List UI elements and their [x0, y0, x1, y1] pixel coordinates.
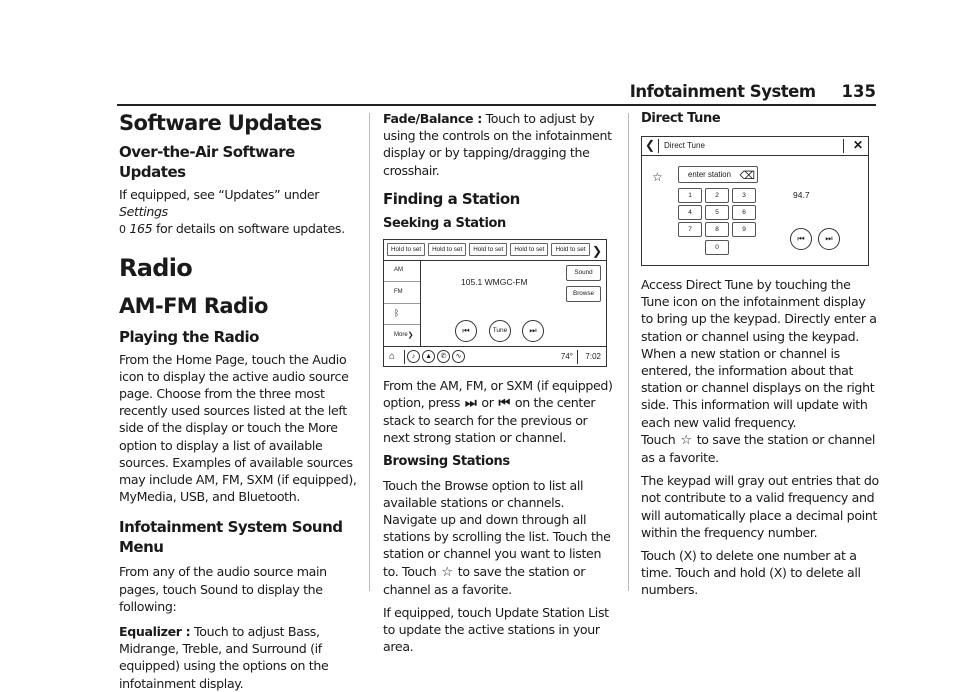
direct-tune-title: Direct Tune — [664, 141, 705, 151]
ota-text-rest: for details on software updates. — [152, 221, 345, 237]
tune-button[interactable]: Tune — [489, 320, 511, 342]
temperature: 74° — [560, 351, 573, 361]
keypad-key-3[interactable]: 3 — [732, 188, 756, 203]
keypad-key-9[interactable]: 9 — [732, 222, 756, 237]
direct-tune-heading: Direct Tune — [641, 111, 721, 126]
equalizer-label: Equalizer : — [119, 624, 191, 640]
source-more[interactable] — [384, 325, 420, 347]
preset-button[interactable]: Hold to set — [510, 243, 548, 256]
apps-icon[interactable]: ∿ — [452, 350, 465, 363]
column-1 — [119, 110, 357, 692]
access-paragraph: Access Direct Tune by touching the Tune icon on the infotainment display to bring up the keypad. Directly enter a station or channel using the keypad. When a new station or channel is entered, the information about that station or channel displays on the right side. This information will update with each new valid frequency. — [641, 277, 877, 430]
keypad-key-6[interactable]: 6 — [732, 205, 756, 220]
ota-paragraph — [119, 186, 357, 239]
seek-forward-icon[interactable]: ⏭ — [818, 228, 840, 250]
gray-out-paragraph: The keypad will gray out entries that do not contribute to a valid frequency and will automatically place a decimal point within the frequency number. — [641, 473, 879, 540]
radio-title: Radio — [119, 253, 193, 282]
home-icon[interactable]: ⌂ — [389, 350, 396, 362]
page-header — [630, 82, 876, 106]
browse-button[interactable]: Browse — [566, 286, 601, 302]
direct-tune-screen-image — [641, 136, 869, 266]
settings-link[interactable]: Settings — [119, 204, 168, 220]
browsing-paragraph — [383, 477, 615, 598]
section-title: Infotainment System — [629, 82, 816, 101]
touch-text: Touch — [641, 431, 680, 447]
finding-heading: Finding a Station — [383, 189, 520, 208]
fade-paragraph — [383, 110, 615, 179]
presets-bar — [384, 240, 606, 261]
seek-text: From the AM, FM, or SXM (if equipped) option, press — [383, 377, 613, 411]
keypad-key-5[interactable]: 5 — [705, 205, 729, 220]
chevron-right-icon[interactable]: ❯ — [591, 243, 602, 258]
seeking-heading: Seeking a Station — [383, 215, 506, 231]
sound-menu-paragraph: From any of the audio source main pages, touch Sound to display the following: — [119, 564, 327, 614]
star-icon: ☆ — [680, 432, 692, 448]
backspace-icon[interactable]: ⌫ — [739, 170, 755, 182]
audio-icon[interactable]: ♪ — [407, 350, 420, 363]
keypad-key-0[interactable]: 0 — [705, 240, 729, 255]
more-label: More — [394, 332, 408, 339]
clock: 7:02 — [585, 351, 601, 361]
page-ref-arrow-icon: 0 — [119, 223, 126, 237]
fade-text: Touch to adjust by using the controls on the infotainment display or by tapping/dragging the crosshair. — [383, 111, 612, 178]
preset-button[interactable]: Hold to set — [387, 243, 425, 256]
keypad-key-7[interactable]: 7 — [678, 222, 702, 237]
column-3 — [641, 110, 881, 599]
frequency-display: 94.7 — [793, 190, 810, 200]
radio-screen-image — [383, 239, 607, 367]
delete-paragraph: Touch (X) to delete one number at a time. Touch and hold (X) to delete all numbers. — [641, 548, 861, 598]
chevron-right-icon: ❯ — [407, 332, 414, 340]
equalizer-text: Touch to adjust Bass, Midrange, Treble, and Surround (if equipped) using the options on the infotainment display. — [119, 624, 329, 691]
ota-text: If equipped, see “Updates” under — [119, 187, 320, 202]
sound-button[interactable]: Sound — [566, 265, 601, 281]
back-icon[interactable]: ❮ — [644, 138, 656, 153]
seek-back-icon: ⏮ — [498, 396, 510, 412]
browsing-text-2: to save the station or channel as a favorite. — [383, 563, 586, 597]
phone-icon[interactable]: ✆ — [437, 350, 450, 363]
header-rule — [117, 104, 876, 106]
source-list — [384, 261, 421, 347]
keypad-key-2[interactable]: 2 — [705, 188, 729, 203]
seek-text-2: on the center stack to search for the previous or next strong station or channel. — [383, 395, 596, 446]
star-icon[interactable]: ☆ — [652, 170, 663, 184]
source-am[interactable]: AM — [384, 261, 420, 283]
keypad-key-1[interactable]: 1 — [678, 188, 702, 203]
source-fm[interactable]: FM — [384, 282, 420, 304]
status-bar — [384, 346, 606, 366]
column-2 — [383, 110, 615, 656]
seek-back-icon[interactable]: ⏮ — [455, 320, 477, 342]
touch-favorite-paragraph — [641, 431, 881, 466]
entry-placeholder: enter station — [688, 169, 731, 179]
navigation-icon[interactable]: ▲ — [422, 350, 435, 363]
star-icon: ☆ — [441, 564, 453, 580]
playing-paragraph: From the Home Page, touch the Audio icon to display the active audio source page. Choose from the three most recently used sources listed at the left side of the display or touch the More option to display a list of available sources. Examples of available sources may include AM, FM, SXM (if equipped), MyMedia, USB, and Bluetooth. — [119, 351, 357, 505]
playing-heading: Playing the Radio — [119, 327, 259, 346]
seek-or: or — [477, 395, 498, 411]
preset-button[interactable]: Hold to set — [428, 243, 466, 256]
station-name: 105.1 WMGC-FM — [461, 276, 528, 287]
page-number: 135 — [841, 82, 876, 101]
direct-tune-titlebar — [642, 137, 868, 156]
seek-paragraph — [383, 377, 615, 447]
preset-button[interactable]: Hold to set — [551, 243, 589, 256]
amfm-title: AM-FM Radio — [119, 293, 268, 318]
close-icon[interactable]: ✕ — [852, 138, 863, 153]
sound-menu-heading: Infotainment System Sound Menu — [119, 518, 343, 557]
seek-forward-icon: ⏭ — [465, 396, 477, 412]
station-entry-field[interactable] — [678, 166, 758, 183]
ota-heading: Over-the-Air Software Updates — [119, 143, 295, 181]
keypad-key-4[interactable]: 4 — [678, 205, 702, 220]
keypad-key-8[interactable]: 8 — [705, 222, 729, 237]
browsing-heading: Browsing Stations — [383, 453, 510, 469]
column-divider — [628, 113, 629, 591]
software-updates-title: Software Updates — [119, 111, 322, 135]
browsing-text: Touch the Browse option to list all available stations or channels. Navigate up and down through all stations by scrolling the list. Touch the station or channel you want to listen to. Touch — [383, 477, 611, 579]
seek-forward-icon[interactable]: ⏭ — [522, 320, 544, 342]
update-paragraph: If equipped, touch Update Station List to update the active stations in your area. — [383, 605, 609, 655]
seek-back-icon[interactable]: ⏮ — [790, 228, 812, 250]
column-divider — [369, 113, 370, 591]
equalizer-paragraph — [119, 623, 357, 692]
touch-text-2: to save the station or channel as a favorite. — [641, 431, 876, 466]
fade-label: Fade/Balance : — [383, 111, 482, 126]
page-ref-link[interactable]: 165 — [129, 221, 153, 237]
bluetooth-icon[interactable]: ᛒ — [384, 304, 420, 326]
preset-button[interactable]: Hold to set — [469, 243, 507, 256]
